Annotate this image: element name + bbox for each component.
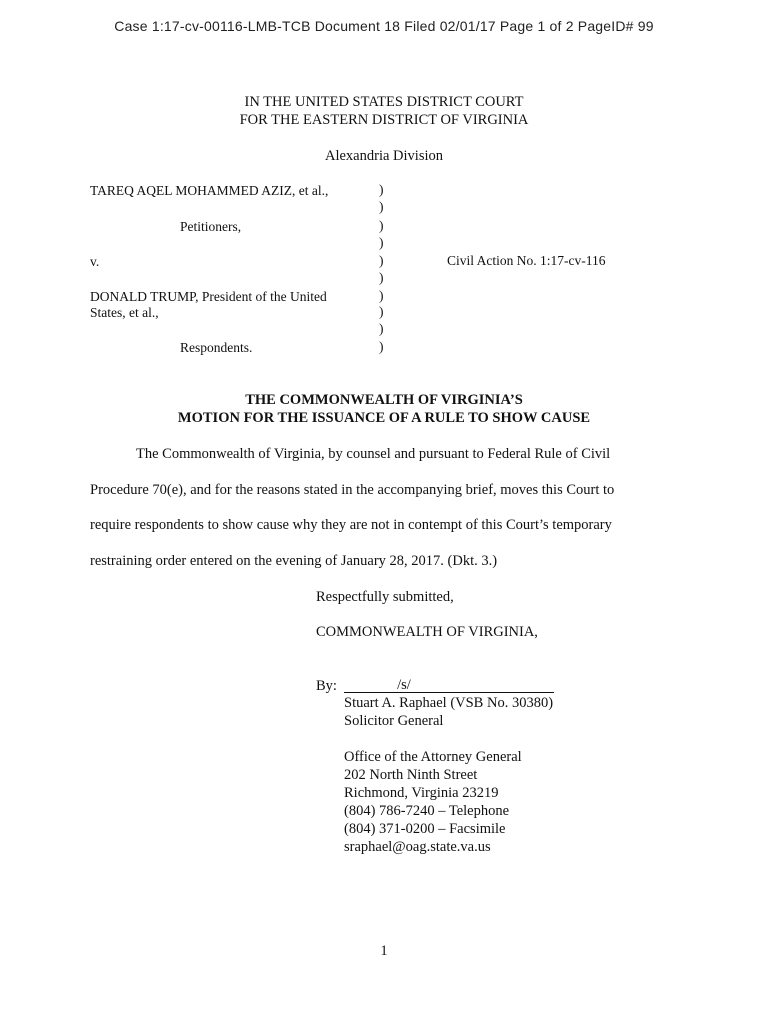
caption-paren: ) bbox=[379, 182, 384, 197]
page-number: 1 bbox=[380, 943, 388, 959]
attorney-title: Solicitor General bbox=[344, 713, 444, 729]
signature-mark: /s/ bbox=[397, 677, 411, 693]
body-line: restraining order entered on the evening of January 28, 2017. (Dkt. 3.) bbox=[90, 553, 498, 569]
office-phone: (804) 786-7240 – Telephone bbox=[344, 803, 510, 819]
respondent-name-line1: DONALD TRUMP, President of the United bbox=[90, 289, 327, 304]
court-name-line2: FOR THE EASTERN DISTRICT OF VIRGINIA bbox=[239, 112, 529, 128]
respondents-label: Respondents. bbox=[180, 340, 253, 355]
caption-paren: ) bbox=[379, 321, 384, 336]
office-fax: (804) 371-0200 – Facsimile bbox=[344, 821, 506, 837]
attorney-name: Stuart A. Raphael (VSB No. 30380) bbox=[344, 695, 554, 711]
caption-paren: ) bbox=[379, 235, 384, 250]
body-line: require respondents to show cause why they are not in contempt of this Court’s temporary bbox=[90, 517, 612, 533]
caption-paren: ) bbox=[379, 218, 384, 233]
caption-paren: ) bbox=[379, 253, 384, 268]
caption-paren: ) bbox=[379, 288, 384, 303]
office-city: Richmond, Virginia 23219 bbox=[344, 785, 499, 801]
petitioners-label: Petitioners, bbox=[180, 219, 242, 234]
signature-line bbox=[344, 692, 554, 693]
ecf-header-stamp: Case 1:17-cv-00116-LMB-TCB Document 18 Filed 02/01/17 Page 1 of 2 PageID# 99 bbox=[114, 18, 654, 34]
motion-title-line2: MOTION FOR THE ISSUANCE OF A RULE TO SHOW CAUSE bbox=[177, 410, 591, 426]
party-name: COMMONWEALTH OF VIRGINIA, bbox=[316, 624, 538, 640]
petitioner-name: TAREQ AQEL MOHAMMED AZIZ, et al., bbox=[90, 183, 329, 198]
by-label: By: bbox=[316, 678, 337, 694]
caption-paren: ) bbox=[379, 339, 384, 354]
caption-paren: ) bbox=[379, 304, 384, 319]
caption-paren: ) bbox=[379, 199, 384, 214]
body-line: The Commonwealth of Virginia, by counsel and pursuant to Federal Rule of Civil bbox=[136, 446, 611, 462]
civil-action-number: Civil Action No. 1:17-cv-116 bbox=[447, 253, 606, 268]
versus-label: v. bbox=[90, 254, 100, 269]
office-name: Office of the Attorney General bbox=[344, 749, 522, 765]
court-division: Alexandria Division bbox=[325, 148, 443, 164]
body-line: Procedure 70(e), and for the reasons stated in the accompanying brief, moves this Court to bbox=[90, 482, 615, 498]
closing: Respectfully submitted, bbox=[316, 589, 454, 605]
respondent-name-line2: States, et al., bbox=[90, 305, 159, 320]
court-name-line1: IN THE UNITED STATES DISTRICT COURT bbox=[244, 94, 524, 110]
motion-title-line1: THE COMMONWEALTH OF VIRGINIA’S bbox=[245, 392, 523, 408]
caption-paren: ) bbox=[379, 270, 384, 285]
attorney-email: sraphael@oag.state.va.us bbox=[344, 839, 491, 855]
office-street: 202 North Ninth Street bbox=[344, 767, 478, 783]
